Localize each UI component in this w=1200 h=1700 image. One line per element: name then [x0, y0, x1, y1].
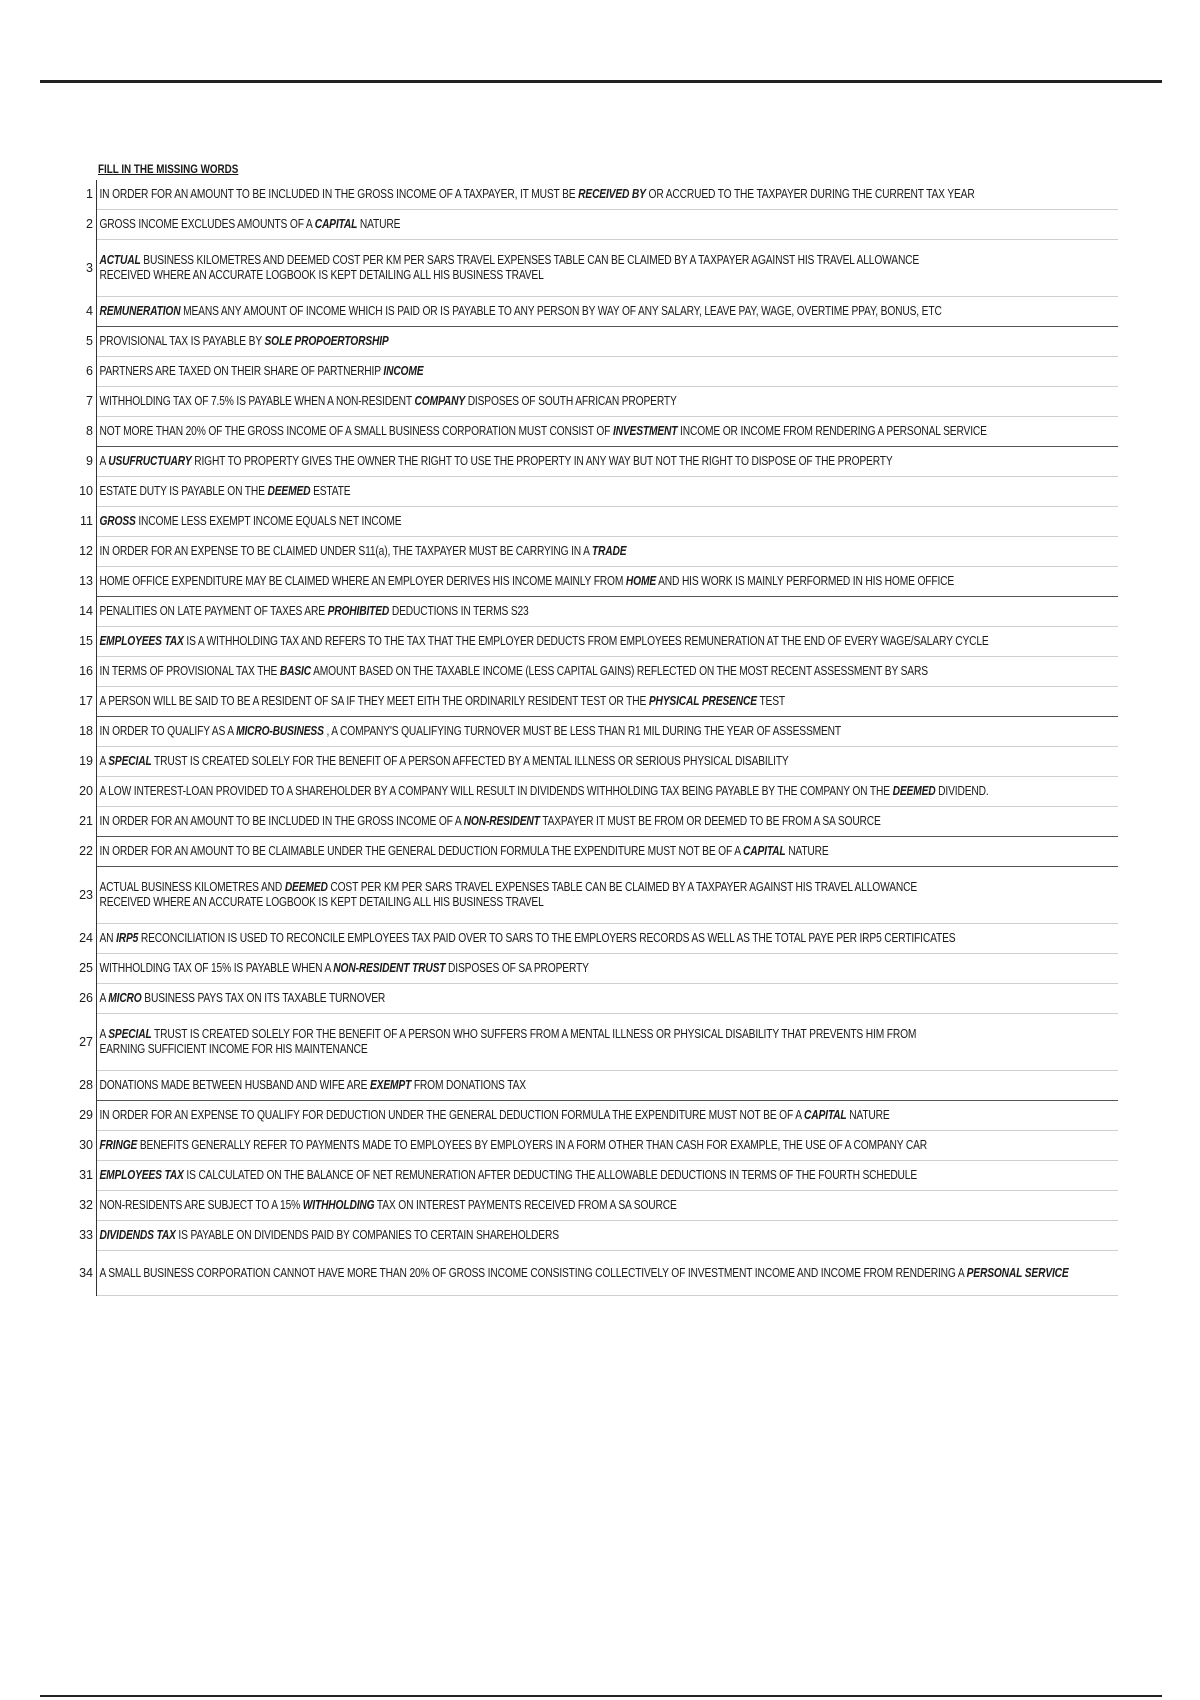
question-text	[97, 217, 400, 232]
question-number: 4	[86, 304, 93, 318]
question-row	[86, 327, 1118, 357]
question-text-after: AND HIS WORK IS MAINLY PERFORMED IN HIS HOME OFFICE	[655, 574, 955, 588]
question-text-before: IN TERMS OF PROVISIONAL TAX THE	[99, 664, 280, 678]
answer-word: CAPITAL	[314, 217, 358, 231]
question-row	[86, 240, 1118, 297]
question-row	[79, 657, 1118, 687]
question-number: 17	[79, 694, 93, 708]
question-number: 5	[86, 334, 93, 348]
answer-word: MICRO-BUSINESS	[236, 724, 324, 738]
question-row	[79, 567, 1118, 597]
answer-word: BASIC	[279, 664, 311, 678]
question-row	[86, 357, 1118, 387]
question-number: 10	[79, 484, 93, 498]
question-text-after: DEDUCTIONS IN TERMS S23	[389, 604, 529, 618]
question-row	[79, 1251, 1118, 1296]
question-number: 7	[86, 394, 93, 408]
question-text	[97, 694, 785, 709]
question-text-after: NATURE	[785, 844, 829, 858]
answer-word: REMUNERATION	[99, 304, 181, 318]
question-text-before: NOT MORE THAN 20% OF THE GROSS INCOME OF A SMALL BUSINESS CORPORATION MUST CONSIST OF	[99, 424, 613, 438]
question-text-after: DIVIDEND.	[935, 784, 989, 798]
question-text	[97, 484, 350, 499]
question-text-after: NATURE	[846, 1108, 890, 1122]
question-row	[79, 1131, 1118, 1161]
question-text-before: ACTUAL BUSINESS KILOMETRES AND	[99, 880, 285, 894]
question-text-before: PENALITIES ON LATE PAYMENT OF TAXES ARE	[99, 604, 328, 618]
answer-word: RECEIVED BY	[578, 187, 646, 201]
question-text-before: IN ORDER FOR AN AMOUNT TO BE CLAIMABLE UNDER THE GENERAL DEDUCTION FORMULA THE EXPENDITURE MUST NOT BE OF A	[99, 844, 743, 858]
question-number: 31	[79, 1168, 93, 1182]
question-number: 22	[79, 844, 93, 858]
question-text-after: RECONCILIATION IS USED TO RECONCILE EMPLOYEES TAX PAID OVER TO SARS TO THE EMPLOYERS RECORDS AS WELL AS THE TOTAL PAYE PER IRP5 CERTIFICATES	[138, 931, 956, 945]
question-row	[86, 297, 1118, 327]
question-text-before: IN ORDER FOR AN AMOUNT TO BE INCLUDED IN THE GROSS INCOME OF A	[99, 814, 464, 828]
question-row	[79, 837, 1118, 867]
question-number: 13	[79, 574, 93, 588]
question-text-after: BUSINESS PAYS TAX ON ITS TAXABLE TURNOVER	[141, 991, 386, 1005]
answer-word: EMPLOYEES TAX	[99, 1168, 184, 1182]
question-number: 21	[79, 814, 93, 828]
question-row	[79, 687, 1118, 717]
question-text	[97, 664, 928, 679]
question-text-before: PARTNERS ARE TAXED ON THEIR SHARE OF PARTNERHIP	[99, 364, 384, 378]
question-text	[97, 880, 934, 910]
question-row	[79, 954, 1118, 984]
question-text-after: DISPOSES OF SOUTH AFRICAN PROPERTY	[465, 394, 677, 408]
answer-word: DEEMED	[892, 784, 936, 798]
question-text	[97, 784, 989, 799]
question-text-before: GROSS INCOME EXCLUDES AMOUNTS OF A	[99, 217, 315, 231]
question-row	[79, 924, 1118, 954]
question-text	[97, 1027, 934, 1057]
question-text	[97, 394, 677, 409]
answer-word: EMPLOYEES TAX	[99, 634, 184, 648]
question-text-after: RIGHT TO PROPERTY GIVES THE OWNER THE RIGHT TO USE THE PROPERTY IN ANY WAY BUT NOT THE RIGHT TO DISPOSE OF THE PROPERTY	[191, 454, 893, 468]
answer-word: PERSONAL SERVICE	[966, 1265, 1069, 1280]
question-text-before: IN ORDER FOR AN AMOUNT TO BE INCLUDED IN THE GROSS INCOME OF A TAXPAYER, IT MUST BE	[99, 187, 579, 201]
question-text	[97, 1198, 677, 1213]
answer-word: EXEMPT	[369, 1078, 412, 1092]
question-text-after: DISPOSES OF SA PROPERTY	[445, 961, 589, 975]
answer-word: HOME	[625, 574, 656, 588]
question-text-after: , A COMPANY'S QUALIFYING TURNOVER MUST BE LESS THAN R1 MIL DURING THE YEAR OF ASSESSMENT	[323, 724, 842, 738]
question-number: 15	[79, 634, 93, 648]
question-text	[97, 1266, 1069, 1281]
question-text	[97, 187, 975, 202]
question-row	[79, 867, 1118, 924]
question-text-after: AMOUNT BASED ON THE TAXABLE INCOME (LESS CAPITAL GAINS) REFLECTED ON THE MOST RECENT ASSESSMENT BY SARS	[310, 664, 928, 678]
question-text	[97, 1108, 890, 1123]
question-text	[97, 1078, 526, 1093]
question-number: 32	[79, 1198, 93, 1212]
question-row	[79, 1191, 1118, 1221]
question-text	[97, 334, 389, 349]
question-text-after: IS A WITHHOLDING TAX AND REFERS TO THE TAX THAT THE EMPLOYER DEDUCTS FROM EMPLOYEES REMUNERATION AT THE END OF EVERY WAGE/SALARY CYCLE	[183, 634, 989, 648]
answer-word: SOLE PROPOERTORSHIP	[264, 334, 389, 348]
question-text	[97, 304, 942, 319]
question-text	[97, 961, 589, 976]
question-text	[97, 424, 987, 439]
answer-word: INVESTMENT	[612, 424, 678, 438]
worksheet	[78, 158, 1118, 1296]
question-text-after: NATURE	[357, 217, 401, 231]
answer-word: PHYSICAL PRESENCE	[648, 694, 757, 708]
question-row	[79, 1071, 1118, 1101]
answer-word: SPECIAL	[108, 754, 152, 768]
answer-word: GROSS	[99, 514, 136, 528]
question-text	[97, 253, 934, 283]
question-row	[79, 537, 1118, 567]
question-text	[97, 1228, 559, 1243]
question-text-after: ESTATE	[310, 484, 351, 498]
question-number: 27	[79, 1034, 93, 1049]
question-number: 25	[79, 961, 93, 975]
question-text	[97, 454, 893, 469]
question-row	[79, 627, 1118, 657]
question-number: 2	[86, 217, 93, 231]
question-number: 30	[79, 1138, 93, 1152]
answer-word: WITHHOLDING	[302, 1198, 375, 1212]
question-text	[97, 514, 401, 529]
question-number: 29	[79, 1108, 93, 1122]
question-row	[79, 1101, 1118, 1131]
question-row	[79, 717, 1118, 747]
question-text-after: BENEFITS GENERALLY REFER TO PAYMENTS MADE TO EMPLOYEES BY EMPLOYERS IN A FORM OTHER THAN CASH FOR EXAMPLE, THE USE OF A COMPANY CAR	[137, 1138, 928, 1152]
question-text	[97, 931, 955, 946]
question-text-before: A	[99, 1027, 109, 1041]
question-number: 26	[79, 991, 93, 1005]
question-number: 24	[79, 931, 93, 945]
answer-word: TRADE	[591, 544, 627, 558]
question-row	[86, 210, 1118, 240]
question-text-before: A PERSON WILL BE SAID TO BE A RESIDENT OF SA IF THEY MEET EITH THE ORDINARILY RESIDENT TEST OR THE	[99, 694, 649, 708]
question-number: 16	[79, 664, 93, 678]
question-row	[86, 447, 1118, 477]
question-text-after: TRUST IS CREATED SOLELY FOR THE BENEFIT OF A PERSON AFFECTED BY A MENTAL ILLNESS OR SERIOUS PHYSICAL DISABILITY	[151, 754, 789, 768]
question-text-after: BUSINESS KILOMETRES AND DEEMED COST PER KM PER SARS TRAVEL EXPENSES TABLE CAN BE CLAIMED BY A TAXPAYER AGAINST HIS TRAVEL ALLOWANCE RECEIVED WHERE AN ACCURATE LOGBOOK IS KEPT DETAILING ALL HIS BUSINESS TRAVEL	[99, 253, 920, 282]
question-text-after: OR ACCRUED TO THE TAXPAYER DURING THE CURRENT TAX YEAR	[645, 187, 975, 201]
answer-word: USUFRUCTUARY	[108, 454, 192, 468]
question-text-before: A SMALL BUSINESS CORPORATION CANNOT HAVE MORE THAN 20% OF GROSS INCOME CONSISTING COLLECTIVELY OF INVESTMENT INCOME AND INCOME FROM RENDERING A	[99, 1265, 967, 1280]
answer-word: DEEMED	[267, 484, 311, 498]
answer-word: IRP5	[116, 931, 139, 945]
answer-word: COMPANY	[414, 394, 466, 408]
question-text	[97, 364, 423, 379]
question-text	[97, 544, 626, 559]
question-text-after: TAX ON INTEREST PAYMENTS RECEIVED FROM A SA SOURCE	[374, 1198, 677, 1212]
question-number: 1	[86, 187, 93, 201]
question-text-before: IN ORDER FOR AN EXPENSE TO BE CLAIMED UNDER S11(a), THE TAXPAYER MUST BE CARRYING IN A	[99, 544, 592, 558]
question-row	[79, 747, 1118, 777]
question-text-before: IN ORDER TO QUALIFY AS A	[99, 724, 237, 738]
question-text-after: MEANS ANY AMOUNT OF INCOME WHICH IS PAID OR IS PAYABLE TO ANY PERSON BY WAY OF ANY SALARY, LEAVE PAY, WAGE, OVERTIME PPAY, BONUS, ETC	[180, 304, 942, 318]
question-number: 33	[79, 1228, 93, 1242]
question-number: 8	[86, 424, 93, 438]
question-text-before: A	[99, 991, 109, 1005]
question-text-before: WITHHOLDING TAX OF 15% IS PAYABLE WHEN A	[99, 961, 334, 975]
question-number: 18	[79, 724, 93, 738]
question-text	[97, 574, 954, 589]
question-row	[79, 597, 1118, 627]
question-text-before: A LOW INTEREST-LOAN PROVIDED TO A SHAREHOLDER BY A COMPANY WILL RESULT IN DIVIDENDS WITHHOLDING TAX BEING PAYABLE BY THE COMPANY ON THE	[99, 784, 893, 798]
question-text	[97, 1138, 927, 1153]
answer-word: CAPITAL	[742, 844, 786, 858]
question-text-before: ESTATE DUTY IS PAYABLE ON THE	[99, 484, 268, 498]
question-number: 11	[80, 514, 93, 528]
question-number: 23	[79, 887, 93, 902]
question-text-after: IS PAYABLE ON DIVIDENDS PAID BY COMPANIES TO CERTAIN SHAREHOLDERS	[175, 1228, 559, 1242]
question-text-before: WITHHOLDING TAX OF 7.5% IS PAYABLE WHEN A NON-RESIDENT	[99, 394, 415, 408]
answer-word: DEEMED	[284, 880, 328, 894]
question-text	[97, 724, 841, 739]
question-text-after: INCOME LESS EXEMPT INCOME EQUALS NET INCOME	[135, 514, 402, 528]
question-text-before: NON-RESIDENTS ARE SUBJECT TO A 15%	[99, 1198, 303, 1212]
answer-word: CAPITAL	[803, 1108, 847, 1122]
question-text	[97, 604, 529, 619]
question-text-after: IS CALCULATED ON THE BALANCE OF NET REMUNERATION AFTER DEDUCTING THE ALLOWABLE DEDUCTIONS IN TERMS OF THE FOURTH SCHEDULE	[183, 1168, 918, 1182]
question-row	[79, 1014, 1118, 1071]
question-text	[97, 634, 989, 649]
question-list	[79, 180, 1118, 1296]
answer-word: ACTUAL	[99, 253, 141, 267]
question-number: 19	[79, 754, 93, 768]
question-row	[79, 777, 1118, 807]
question-text-after: FROM DONATIONS TAX	[411, 1078, 526, 1092]
answer-word: MICRO	[108, 991, 142, 1005]
answer-word: PROHIBITED	[327, 604, 390, 618]
question-text-after: TAXPAYER IT MUST BE FROM OR DEEMED TO BE FROM A SA SOURCE	[539, 814, 881, 828]
question-row	[80, 507, 1118, 537]
question-text-after: INCOME OR INCOME FROM RENDERING A PERSONAL SERVICE	[677, 424, 987, 438]
answer-word: FRINGE	[99, 1138, 138, 1152]
answer-word: INCOME	[383, 364, 424, 378]
question-text-before: DONATIONS MADE BETWEEN HUSBAND AND WIFE ARE	[99, 1078, 370, 1092]
question-number: 34	[79, 1265, 93, 1280]
worksheet-heading: FILL IN THE MISSING WORDS	[98, 162, 239, 176]
top-rule	[40, 80, 1162, 83]
question-row	[79, 807, 1118, 837]
question-text-before: AN	[99, 931, 117, 945]
question-text-before: PROVISIONAL TAX IS PAYABLE BY	[99, 334, 265, 348]
question-text-before: A	[99, 754, 109, 768]
question-row	[79, 984, 1118, 1014]
question-number: 9	[86, 454, 93, 468]
answer-word: NON-RESIDENT	[463, 814, 540, 828]
answer-word: NON-RESIDENT TRUST	[333, 961, 446, 975]
question-text-after: COST PER KM PER SARS TRAVEL EXPENSES TABLE CAN BE CLAIMED BY A TAXPAYER AGAINST HIS TRAVEL ALLOWANCE RECEIVED WHERE AN ACCURATE LOGBOOK IS KEPT DETAILING ALL HIS BUSINESS TRAVEL	[99, 880, 918, 909]
question-number: 3	[86, 260, 93, 275]
answer-word: SPECIAL	[108, 1027, 152, 1041]
question-text	[97, 814, 881, 829]
question-row	[79, 477, 1118, 507]
question-text-after: TRUST IS CREATED SOLELY FOR THE BENEFIT OF A PERSON WHO SUFFERS FROM A MENTAL ILLNESS OR PHYSICAL DISABILITY THAT PREVENTS HIM FROM EARNING SUFFICIENT INCOME FOR HIS MAINTENANCE	[99, 1027, 917, 1056]
question-number: 12	[79, 544, 93, 558]
question-text	[97, 754, 789, 769]
question-number: 6	[86, 364, 93, 378]
question-text-before: IN ORDER FOR AN EXPENSE TO QUALIFY FOR DEDUCTION UNDER THE GENERAL DEDUCTION FORMULA THE EXPENDITURE MUST NOT BE OF A	[99, 1108, 804, 1122]
question-number: 20	[79, 784, 93, 798]
question-row	[86, 417, 1118, 447]
question-text-before: HOME OFFICE EXPENDITURE MAY BE CLAIMED WHERE AN EMPLOYER DERIVES HIS INCOME MAINLY FROM	[99, 574, 626, 588]
question-number: 28	[79, 1078, 93, 1092]
answer-word: DIVIDENDS TAX	[99, 1228, 176, 1242]
question-row	[86, 180, 1118, 210]
question-text-before: A	[99, 454, 109, 468]
bottom-rule	[40, 1695, 1162, 1697]
question-text	[97, 844, 829, 859]
question-row	[86, 387, 1118, 417]
question-row	[79, 1161, 1118, 1191]
question-row	[79, 1221, 1118, 1251]
question-text-after: TEST	[756, 694, 785, 708]
question-text	[97, 1168, 917, 1183]
question-text	[97, 991, 385, 1006]
question-number: 14	[79, 604, 93, 618]
